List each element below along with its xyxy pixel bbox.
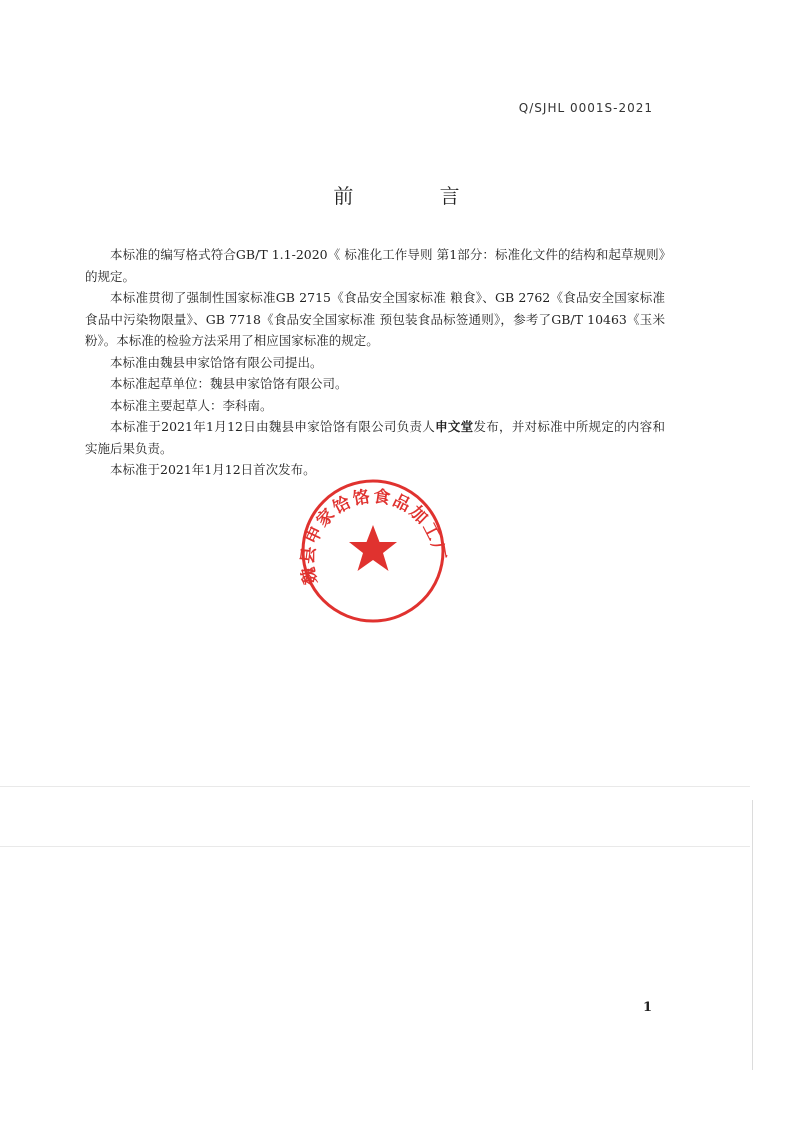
release-text-before: 本标准于2021年1月12日由魏县申家饸饹有限公司负责人 — [110, 419, 436, 434]
scan-line-top — [0, 786, 750, 787]
standard-code: Q/SJHL 0001S-2021 — [518, 101, 653, 115]
paragraph-format: 本标准的编写格式符合GB/T 1.1-2020《 标准化工作导则 第1部分：标准化文件的结构和起草规则》的规定。 — [85, 247, 665, 284]
page-title: 前 言 — [333, 184, 500, 208]
paragraph-proposer: 本标准由魏县申家饸饹有限公司提出。 — [110, 354, 323, 370]
scan-line-bottom — [0, 846, 750, 847]
page-number: 1 — [643, 1000, 653, 1015]
scan-edge — [752, 800, 753, 1070]
paragraph-references: 本标准贯彻了强制性国家标准GB 2715《食品安全国家标准 粮食》、GB 2762《食品安全国家标准 食品中污染物限量》、GB 7718《食品安全国家标准 预包装食品标签通则》，参考了GB/T 10463《玉米粉》。本标准的检验方法采用了相应国家标准的规定。 — [85, 290, 665, 348]
foreword-body — [85, 244, 665, 481]
seal-text: 魏县申家饸饹食品加工厂 — [298, 486, 450, 586]
paragraph-drafter: 本标准主要起草人：李科南。 — [110, 397, 273, 413]
paragraph-first-release: 本标准于2021年1月12日首次发布。 — [110, 462, 316, 477]
company-seal — [293, 475, 453, 625]
responsible-person: 申文堂 — [435, 419, 474, 434]
release-text-after: 发布，并对标准中所规定的内容和实施后果负责。 — [85, 419, 665, 456]
paragraph-release — [85, 416, 665, 459]
paragraph-drafting-unit: 本标准起草单位：魏县申家饸饹有限公司。 — [110, 376, 348, 391]
seal-star-icon — [349, 525, 397, 571]
